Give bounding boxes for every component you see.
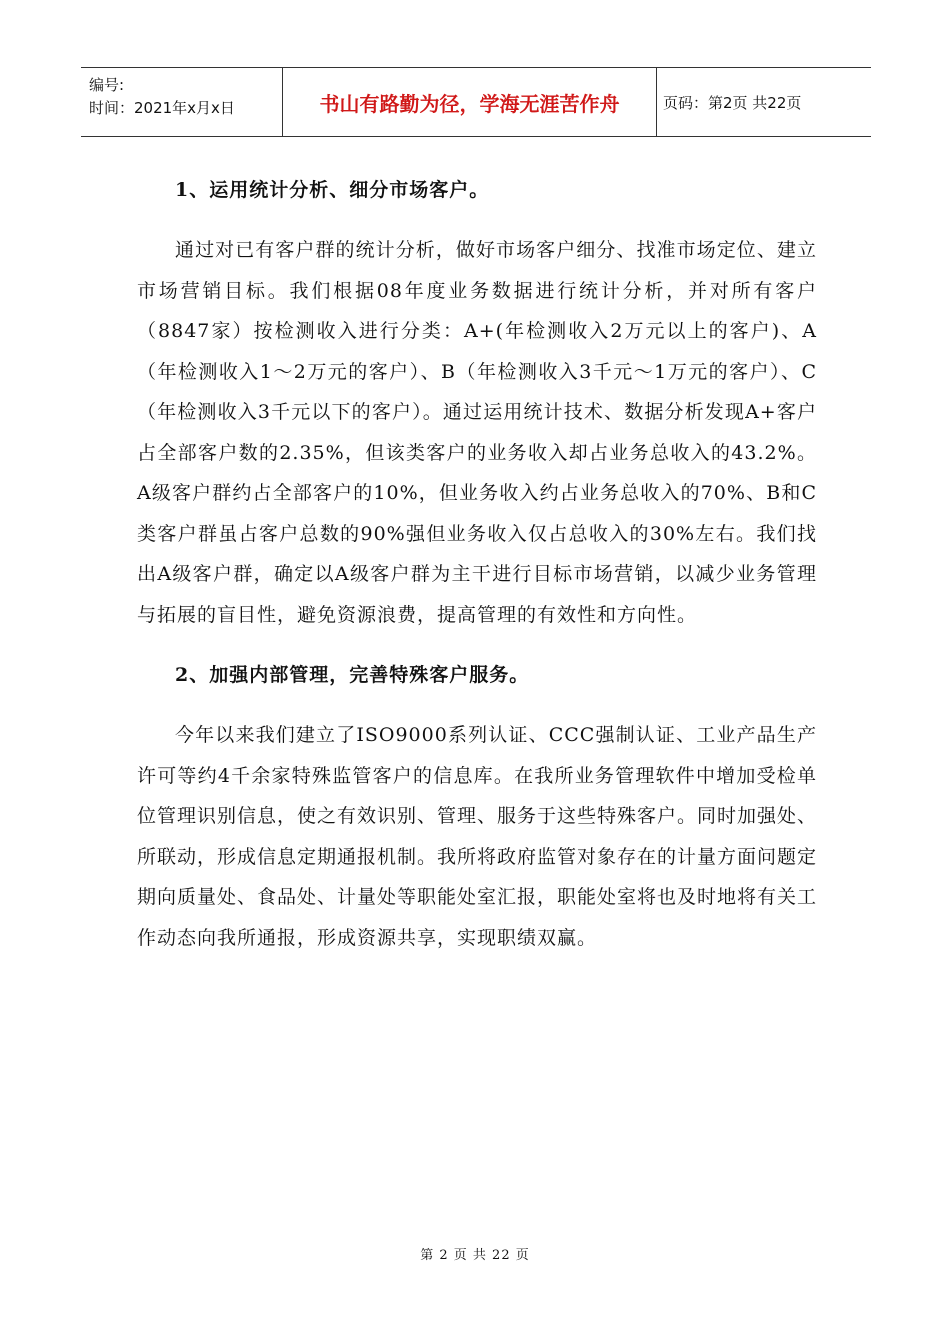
- section-management: [137, 653, 817, 958]
- serial-number-label: 编号:: [89, 76, 125, 94]
- section-heading: 2、加强内部管理，完善特殊客户服务。: [175, 664, 530, 686]
- section-paragraph: 今年以来我们建立了ISO9000系列认证、CCC强制认证、工业产品生产许可等约4千余家特殊监管客户的信息库。在我所业务管理软件中增加受检单位管理识别信息，使之有效识别、管理、服务于这些特殊客户。同时加强处、所联动，形成信息定期通报机制。我所将政府监管对象存在的计量方面问题定期向质量处、食品处、计量处等职能处室汇报，职能处室将也及时地将有关工作动态向我所通报，形成资源共享，实现职绩双赢。: [137, 724, 818, 949]
- section-paragraph: 通过对已有客户群的统计分析，做好市场客户细分、找准市场定位、建立市场营销目标。我们根据08年度业务数据进行统计分析，并对所有客户（8847家）按检测收入进行分类：A+(年检测收入2万元以上的客户)、A（年检测收入1～2万元的客户）、B（年检测收入3千元～1万元的客户）、C（年检测收入3千元以下的客户）。通过运用统计技术、数据分析发现A+客户占全部客户数的2.35%，但该类客户的业务收入却占业务总收入的43.2%。A级客户群约占全部客户的10%，但业务收入约占业务总收入的70%、B和C类客户群虽占客户总数的90%强但业务收入仅占总收入的30%左右。我们找出A级客户群，确定以A级客户群为主干进行目标市场营销，以减少业务管理与拓展的盲目性，避免资源浪费，提高管理的有效性和方向性。: [137, 239, 817, 626]
- document-body: [137, 168, 817, 976]
- header-page-info: 页码：第2页 共22页: [663, 93, 802, 112]
- page-footer: 第 2 页 共 22 页: [420, 1248, 530, 1263]
- header-motto: 书山有路勤为径，学海无涯苦作舟: [283, 68, 657, 136]
- section-heading: 1、运用统计分析、细分市场客户。: [175, 179, 490, 201]
- section-statistics: [137, 168, 817, 635]
- page-header: [81, 67, 871, 137]
- header-meta: [81, 68, 283, 136]
- date-label: 时间：2021年x月x日: [89, 99, 235, 117]
